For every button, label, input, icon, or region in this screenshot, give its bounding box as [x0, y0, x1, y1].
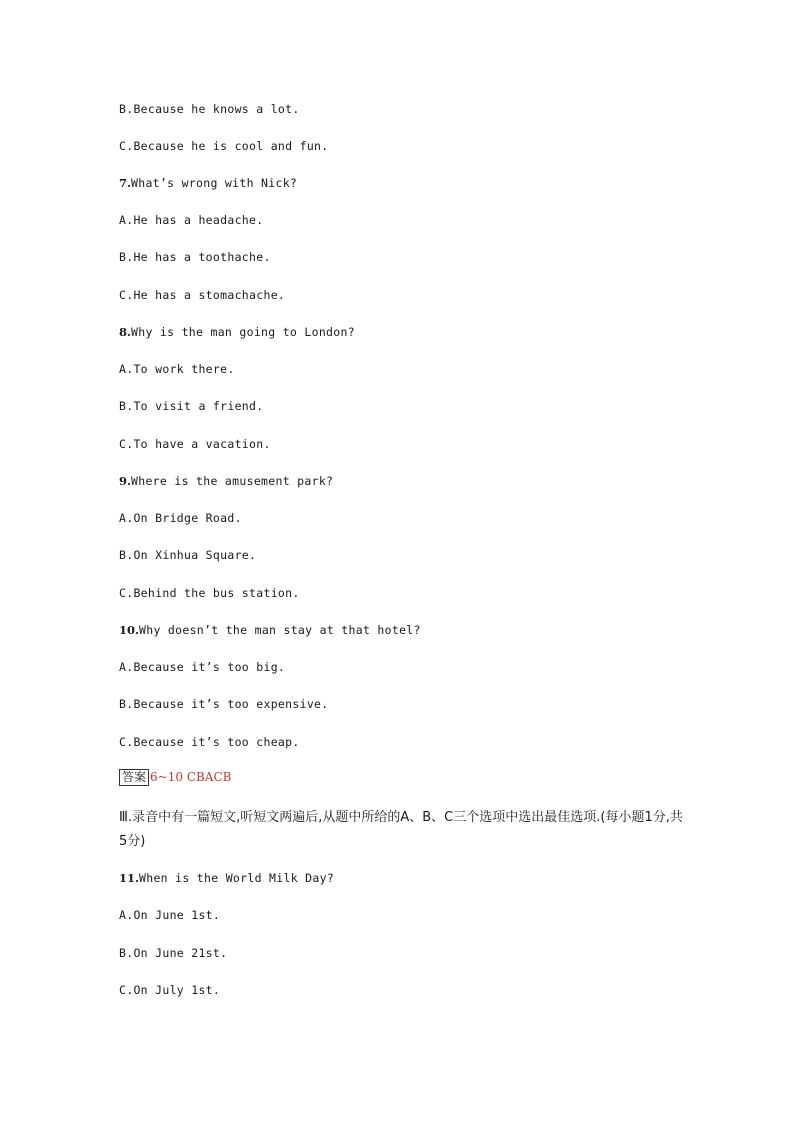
- question-9: 9.Where is the amusement park?: [119, 474, 334, 488]
- option-8b: B.To visit a friend.: [119, 399, 264, 413]
- option-7b: B.He has a toothache.: [119, 250, 271, 264]
- option-6c: C.Because he is cool and fun.: [119, 139, 329, 153]
- question-10: 10.Why doesn’t the man stay at that hotel?: [119, 623, 421, 637]
- option-7c: C.He has a stomachache.: [119, 288, 286, 302]
- section-3-instructions: Ⅲ.录音中有一篇短文,听短文两遍后,从题中所给的A、B、C三个选项中选出最佳选项.(每小题1分,共5分): [119, 810, 683, 849]
- question-11: 11.When is the World Milk Day?: [119, 871, 335, 885]
- option-6b: B.Because he knows a lot.: [119, 102, 300, 116]
- option-8a: A.To work there.: [119, 362, 235, 376]
- option-10b: B.Because it’s too expensive.: [119, 697, 329, 711]
- option-10a: A.Because it’s too big.: [119, 660, 286, 674]
- option-11b: B.On June 21st.: [119, 946, 228, 960]
- option-11c: C.On July 1st.: [119, 983, 221, 997]
- question-8: 8.Why is the man going to London?: [119, 325, 355, 339]
- option-11a: A.On June 1st.: [119, 908, 221, 922]
- option-7a: A.He has a headache.: [119, 213, 264, 227]
- answer-row: [119, 769, 231, 786]
- option-9b: B.On Xinhua Square.: [119, 548, 257, 562]
- option-9a: A.On Bridge Road.: [119, 511, 242, 525]
- answer-text: 6~10 CBACB: [150, 770, 232, 784]
- option-10c: C.Because it’s too cheap.: [119, 735, 300, 749]
- option-8c: C.To have a vacation.: [119, 437, 271, 451]
- answer-label: 答案: [119, 769, 149, 786]
- question-7: 7.What’s wrong with Nick?: [119, 176, 298, 190]
- option-9c: C.Behind the bus station.: [119, 586, 300, 600]
